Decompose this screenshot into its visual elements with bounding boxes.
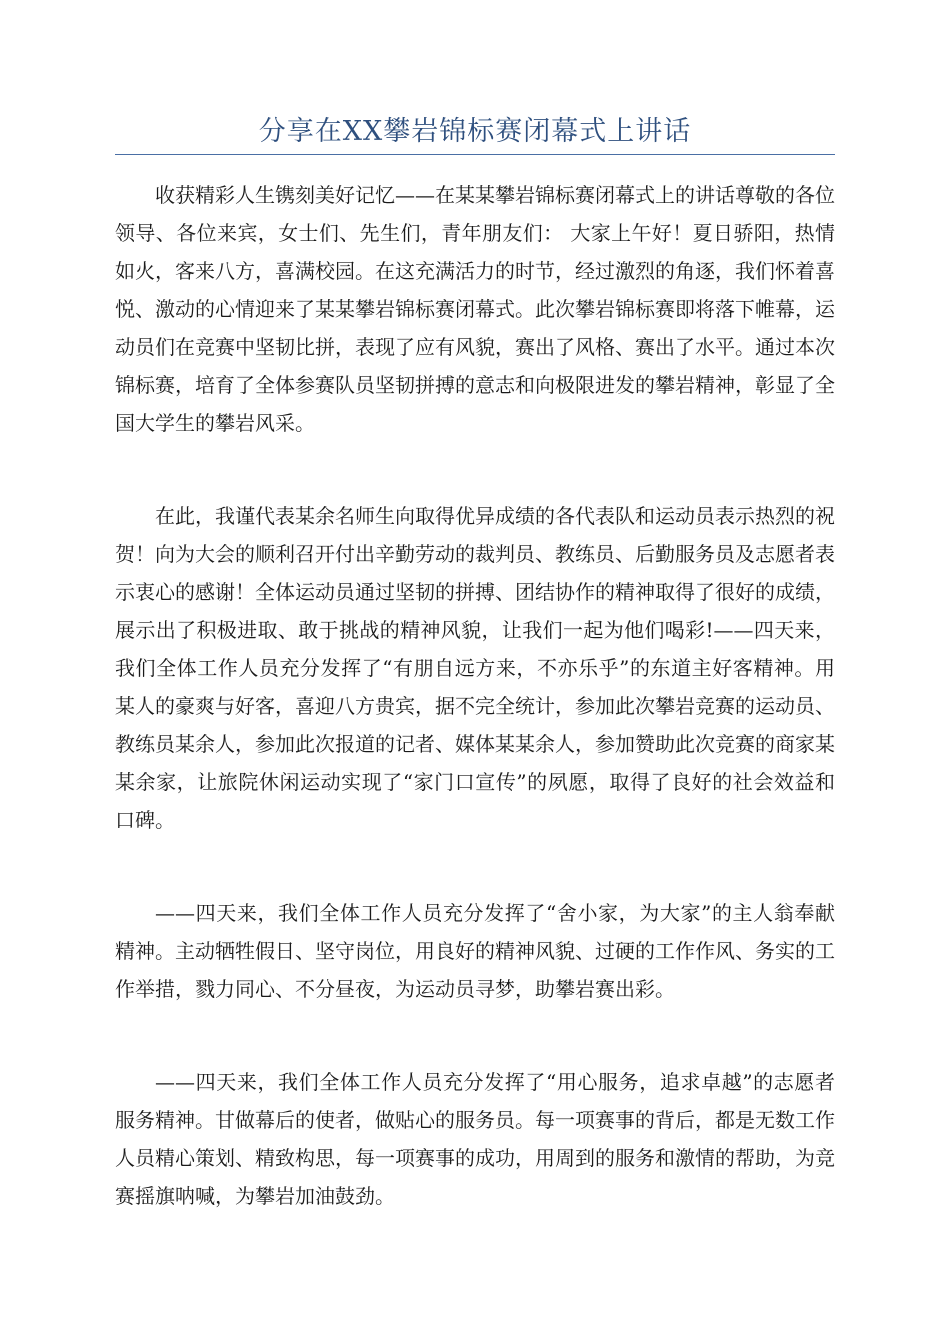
paragraph-3: ——四天来，我们全体工作人员充分发挥了“舍小家，为大家”的主人翁奉献精神。主动牺牲假日、坚守岗位，用良好的精神风貌、过硬的工作作风、务实的工作举措，戮力同心、不分昼夜，为运动员寻梦，助攀岩赛出彩。 <box>115 901 835 1001</box>
paragraph-2: 在此，我谨代表某余名师生向取得优异成绩的各代表队和运动员表示热烈的祝贺！向为大会的顺利召开付出辛勤劳动的裁判员、教练员、后勤服务员及志愿者表示衷心的感谢！全体运动员通过坚韧的拼搏、团结协作的精神取得了很好的成绩，展示出了积极进取、敢于挑战的精神风貌，让我们一起为他们喝彩!——四天来，我们全体工作人员充分发挥了“有朋自远方来，不亦乐乎”的东道主好客精神。用某人的豪爽与好客，喜迎八方贵宾，据不完全统计，参加此次攀岩竞赛的运动员、教练员某余人，参加此次报道的记者、媒体某某余人，参加赞助此次竞赛的商家某某余家，让旅院休闲运动实现了“家门口宣传”的夙愿，取得了良好的社会效益和口碑。 <box>115 504 835 832</box>
title-underline <box>115 154 835 155</box>
paragraph-1: 收获精彩人生镌刻美好记忆——在某某攀岩锦标赛闭幕式上的讲话尊敬的各位领导、各位来宾，女士们、先生们，青年朋友们： 大家上午好！夏日骄阳，热情如火，客来八方，喜满校园。在这充满活力的时节，经过激烈的角逐，我们怀着喜悦、激动的心情迎来了某某攀岩锦标赛闭幕式。此次攀岩锦标赛即将落下帷幕，运动员们在竞赛中坚韧比拼，表现了应有风貌，赛出了风格、赛出了水平。通过本次锦标赛，培育了全体参赛队员坚韧拼搏的意志和向极限进发的攀岩精神，彰显了全国大学生的攀岩风采。 <box>115 183 835 435</box>
document-title: 分享在XX攀岩锦标赛闭幕式上讲话 <box>258 116 692 147</box>
paragraph-4: ——四天来，我们全体工作人员充分发挥了“用心服务，追求卓越”的志愿者服务精神。甘做幕后的使者，做贴心的服务员。每一项赛事的背后，都是无数工作人员精心策划、精致构思，每一项赛事的成功，用周到的服务和激情的帮助，为竞赛摇旗呐喊，为攀岩加油鼓劲。 <box>115 1070 835 1208</box>
